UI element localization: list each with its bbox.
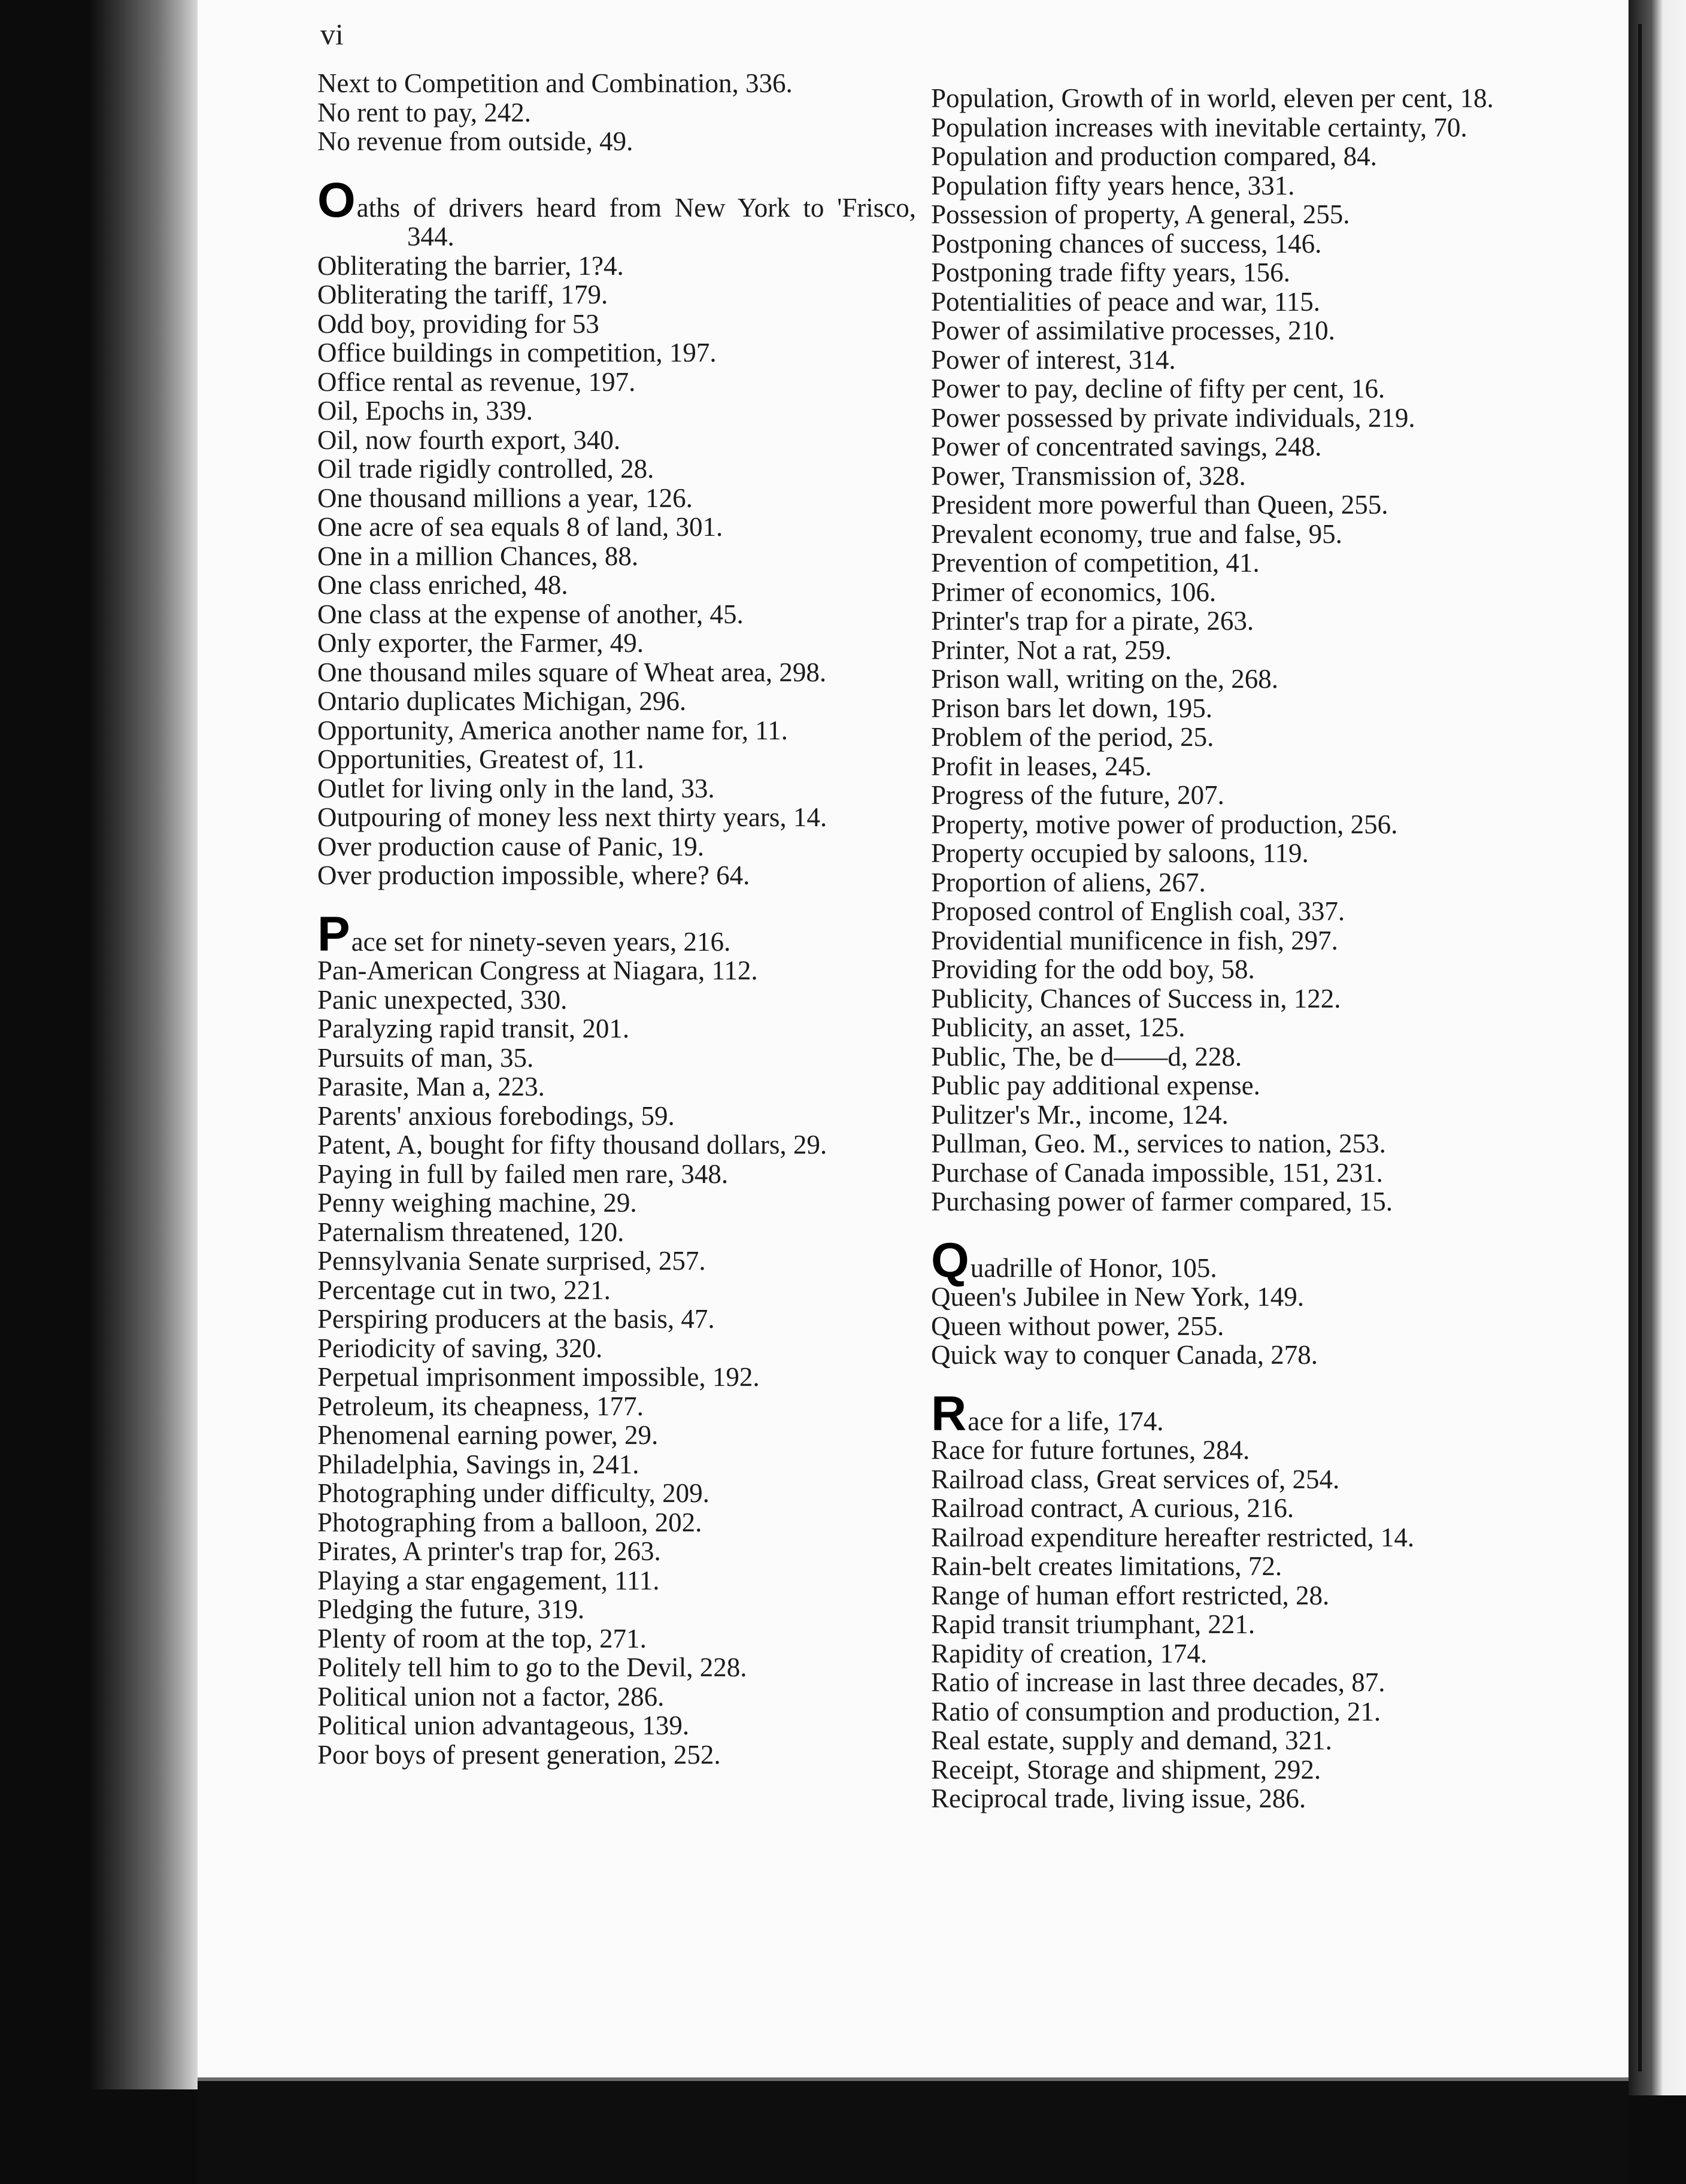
index-entry: [931, 1042, 1536, 1072]
index-entry-text: Publicity, Chances of Success in, 122.: [931, 983, 1341, 1014]
index-entry: [931, 84, 1536, 113]
index-entry: [317, 484, 916, 513]
section-initial-letter: R: [931, 1386, 967, 1441]
index-entry: [317, 454, 916, 484]
index-entry: [317, 832, 916, 862]
index-entry: [317, 956, 916, 985]
index-entry-text: Real estate, supply and demand, 321.: [931, 1725, 1332, 1755]
index-entry: [317, 1479, 916, 1508]
index-entry: [317, 1014, 916, 1044]
index-entry-text: No revenue from outside, 49.: [317, 126, 633, 156]
index-entry: [931, 926, 1536, 956]
index-entry-text: Pulitzer's Mr., income, 124.: [931, 1099, 1229, 1130]
index-entry: [931, 665, 1536, 694]
index-entry: [931, 1386, 1536, 1441]
index-entry-text: Power possessed by private individuals, 219.: [931, 402, 1415, 433]
index-entry: [931, 287, 1536, 317]
index-entry: [931, 520, 1536, 549]
index-entry-text: Problem of the period, 25.: [931, 722, 1214, 752]
index-entry: [931, 1465, 1536, 1494]
index-entry-text: Over production impossible, where? 64.: [317, 860, 750, 890]
index-entry-text: One class enriched, 48.: [317, 570, 568, 600]
index-entry: [317, 629, 916, 658]
index-entry-text: Opportunity, America another name for, 11.: [317, 715, 788, 745]
index-entry-text: Providing for the odd boy, 58.: [931, 954, 1255, 984]
index-entry: [931, 897, 1536, 926]
index-entry: [931, 1494, 1536, 1523]
index-entry-text: Office rental as revenue, 197.: [317, 366, 636, 397]
index-entry-text: Proportion of aliens, 267.: [931, 867, 1206, 897]
index-entry-text: Power of interest, 314.: [931, 344, 1176, 375]
index-entry: [317, 542, 916, 571]
index-entry-text: Population and production compared, 84.: [931, 141, 1377, 171]
index-entry-text: Postponing chances of success, 146.: [931, 228, 1322, 259]
index-entry: [317, 906, 916, 961]
page-edge-rule: [1638, 24, 1642, 2071]
index-entry: [931, 1187, 1536, 1217]
index-entry-text: Panic unexpected, 330.: [317, 984, 568, 1015]
index-entry: [931, 374, 1536, 404]
index-entry: [931, 1755, 1536, 1785]
index-entry: [931, 694, 1536, 723]
index-entry: [317, 1595, 916, 1624]
index-entry: [931, 1668, 1536, 1697]
index-entry: [317, 172, 916, 251]
index-entry: [931, 316, 1536, 345]
index-entry-text: Opportunities, Greatest of, 11.: [317, 744, 644, 774]
index-entry: [317, 1276, 916, 1305]
section-initial-letter: Q: [931, 1233, 969, 1288]
index-entry: [317, 600, 916, 629]
index-entry-text: Petroleum, its cheapness, 177.: [317, 1391, 644, 1421]
index-entry-text: Publicity, an asset, 125.: [931, 1012, 1185, 1042]
index-entry: [931, 1013, 1536, 1042]
index-entry: [931, 723, 1536, 752]
index-entry: [931, 229, 1536, 259]
index-entry-text: Parents' anxious forebodings, 59.: [317, 1100, 675, 1131]
index-entry-text: Over production cause of Panic, 19.: [317, 831, 705, 862]
index-entry-text: Percentage cut in two, 221.: [317, 1275, 611, 1305]
index-entry-text: Population, Growth of in world, eleven per cent, 18.: [931, 83, 1494, 113]
index-entry-text: Pullman, Geo. M., services to nation, 253.: [931, 1129, 1386, 1158]
section-gap: [931, 1370, 1536, 1401]
index-entry-text: Potentialities of peace and war, 115.: [931, 286, 1321, 317]
index-entry: [931, 142, 1536, 171]
index-entry-text: Playing a star engagement, 111.: [317, 1565, 660, 1595]
index-entry-text: Progress of the future, 207.: [931, 780, 1224, 810]
index-entry-text: Patent, A, bought for fifty thousand dollars, 29.: [317, 1130, 827, 1160]
section-gap: [931, 1217, 1536, 1248]
index-entry-text: Next to Competition and Combination, 336.: [317, 68, 793, 98]
index-entry: [931, 200, 1536, 229]
index-entry-text: uadrille of Honor, 105.: [970, 1252, 1217, 1283]
index-entry-text: Photographing under difficulty, 209.: [317, 1478, 709, 1508]
index-entry-text: Obliterating the tariff, 179.: [317, 280, 608, 310]
index-column-left: [317, 69, 916, 1769]
index-entry: [931, 1639, 1536, 1669]
index-entry: [317, 251, 916, 281]
index-entry-text: Perpetual imprisonment impossible, 192.: [317, 1362, 760, 1392]
index-entry: [931, 955, 1536, 984]
index-entry-text: Outpouring of money less next thirty years, 14.: [317, 802, 827, 832]
index-entry-text: Obliterating the barrier, 1?4.: [317, 250, 624, 281]
index-entry: [931, 1784, 1536, 1813]
index-entry: [317, 1682, 916, 1712]
index-entry-text: Property, motive power of production, 256.: [931, 809, 1398, 839]
index-entry: [931, 1581, 1536, 1610]
index-entry-text: Photographing from a balloon, 202.: [317, 1507, 702, 1537]
index-entry-text: Race for future fortunes, 284.: [931, 1435, 1250, 1465]
index-entry: [317, 1392, 916, 1421]
index-entry-text: Power to pay, decline of fifty per cent, 16.: [931, 374, 1385, 404]
index-entry-text: Printer's trap for a pirate, 263.: [931, 606, 1254, 636]
section-gap: [317, 156, 916, 187]
index-entry: [317, 1624, 916, 1654]
index-entry-text: aths of drivers heard from New York to 'Frisco, 344.: [356, 192, 916, 251]
index-column-right: [931, 84, 1536, 1813]
index-entry: [317, 1218, 916, 1247]
index-entry-text: ace for a life, 174.: [968, 1406, 1164, 1436]
index-entry: [931, 1282, 1536, 1312]
index-entry: [317, 1305, 916, 1334]
index-entry: [931, 1100, 1536, 1130]
index-entry: [317, 1334, 916, 1363]
index-entry: [931, 636, 1536, 665]
index-entry: [931, 404, 1536, 433]
index-entry-text: Power of assimilative processes, 210.: [931, 316, 1335, 345]
index-entry: [317, 426, 916, 455]
index-entry-text: Purchasing power of farmer compared, 15.: [931, 1187, 1393, 1217]
index-entry: [317, 280, 916, 310]
index-entry: [317, 745, 916, 774]
index-entry: [317, 1566, 916, 1595]
index-entry: [317, 69, 916, 98]
index-entry-text: Paternalism threatened, 120.: [317, 1217, 624, 1247]
index-entry: [931, 868, 1536, 897]
index-entry-text: Pan-American Congress at Niagara, 112.: [317, 956, 758, 985]
index-entry-text: Periodicity of saving, 320.: [317, 1333, 603, 1363]
index-entry: [931, 1523, 1536, 1552]
index-entry: [317, 1508, 916, 1537]
index-entry-text: Prison bars let down, 195.: [931, 693, 1212, 723]
index-entry-text: Only exporter, the Farmer, 49.: [317, 628, 644, 658]
index-entry: [931, 1071, 1536, 1100]
index-entry: [317, 368, 916, 397]
index-entry-text: Power, Transmission of, 328.: [931, 460, 1246, 491]
index-entry-text: Ontario duplicates Michigan, 296.: [317, 686, 687, 716]
index-entry-text: One acre of sea equals 8 of land, 301.: [317, 512, 723, 542]
index-entry: [317, 774, 916, 803]
index-entry-text: Paralyzing rapid transit, 201.: [317, 1014, 630, 1044]
index-entry-text: Proposed control of English coal, 337.: [931, 896, 1345, 926]
index-entry: [931, 752, 1536, 781]
index-entry-text: Queen without power, 255.: [931, 1311, 1224, 1341]
index-entry-text: Providential munificence in fish, 297.: [931, 925, 1338, 956]
index-entry-text: Profit in leases, 245.: [931, 751, 1152, 781]
index-entry-text: Population fifty years hence, 331.: [931, 170, 1295, 201]
index-entry-text: Population increases with inevitable certainty, 70.: [931, 112, 1467, 142]
index-entry: [317, 1537, 916, 1566]
book-binding: [90, 0, 198, 2089]
index-entry-text: Politely tell him to go to the Devil, 228.: [317, 1652, 747, 1682]
index-entry: [317, 571, 916, 600]
index-entry: [317, 1130, 916, 1160]
index-entry-text: Phenomenal earning power, 29.: [317, 1420, 659, 1450]
index-entry-text: Odd boy, providing for 53: [317, 308, 599, 339]
index-entry: [317, 396, 916, 426]
index-entry-text: Pledging the future, 319.: [317, 1594, 585, 1624]
index-entry-text: Railroad class, Great services of, 254.: [931, 1464, 1340, 1494]
index-entry-text: Quick way to conquer Canada, 278.: [931, 1340, 1318, 1370]
index-entry-text: Rapid transit triumphant, 221.: [931, 1609, 1256, 1639]
index-entry: [317, 512, 916, 542]
index-entry: [317, 1044, 916, 1073]
index-entry: [931, 1158, 1536, 1188]
index-entry: [931, 1610, 1536, 1639]
section-initial-letter: P: [317, 906, 350, 961]
index-entry-text: Queen's Jubilee in New York, 149.: [931, 1282, 1305, 1312]
index-entry: [931, 1312, 1536, 1341]
index-entry-text: Perspiring producers at the basis, 47.: [317, 1304, 715, 1334]
index-entry: [931, 984, 1536, 1014]
index-entry-text: Range of human effort restricted, 28.: [931, 1580, 1330, 1610]
index-entry-text: One in a million Chances, 88.: [317, 541, 639, 571]
index-entry-text: Pursuits of man, 35.: [317, 1042, 534, 1073]
index-entry: [317, 1160, 916, 1189]
index-entry: [931, 1340, 1536, 1370]
index-entry: [317, 127, 916, 156]
index-entry-text: Prevention of competition, 41.: [931, 548, 1260, 578]
index-entry-text: Possession of property, A general, 255.: [931, 199, 1350, 229]
index-entry: [931, 258, 1536, 287]
index-entry-text: Printer, Not a rat, 259.: [931, 635, 1172, 665]
index-entry-text: Rain-belt creates limitations, 72.: [931, 1551, 1282, 1581]
index-entry: [931, 578, 1536, 607]
index-entry-text: Railroad contract, A curious, 216.: [931, 1493, 1294, 1523]
index-entry: [317, 1188, 916, 1218]
index-entry-text: Office buildings in competition, 197.: [317, 338, 717, 368]
index-entry: [931, 1129, 1536, 1158]
index-entry: [931, 462, 1536, 491]
index-entry-text: No rent to pay, 242.: [317, 97, 532, 128]
index-entry: [317, 716, 916, 745]
index-entry-text: Power of concentrated savings, 248.: [931, 432, 1322, 462]
index-entry-text: Receipt, Storage and shipment, 292.: [931, 1754, 1321, 1785]
index-entry-text: One class at the expense of another, 45.: [317, 599, 744, 629]
index-entry: [317, 98, 916, 128]
index-entry: [931, 1726, 1536, 1755]
index-entry: [931, 781, 1536, 810]
index-entry: [317, 1740, 916, 1770]
index-entry: [317, 1450, 916, 1479]
scan-bottom-border: [198, 2081, 1629, 2184]
index-entry-text: Oil trade rigidly controlled, 28.: [317, 454, 654, 484]
index-entry-text: One thousand miles square of Wheat area, 298.: [317, 657, 827, 687]
index-entry: [317, 1246, 916, 1276]
index-entry-text: Public, The, be d——d, 228.: [931, 1041, 1242, 1072]
index-entry: [317, 1421, 916, 1450]
index-entry-text: Pennsylvania Senate surprised, 257.: [317, 1246, 706, 1276]
index-entry: [931, 490, 1536, 520]
index-entry-text: Outlet for living only in the land, 33.: [317, 773, 715, 803]
index-entry-text: Pirates, A printer's trap for, 263.: [317, 1536, 661, 1566]
index-entry: [931, 432, 1536, 462]
index-entry-text: ace set for ninety-seven years, 216.: [351, 926, 731, 957]
index-entry: [317, 1363, 916, 1392]
index-entry: [931, 810, 1536, 839]
index-entry-text: Railroad expenditure hereafter restricted, 14.: [931, 1522, 1415, 1552]
index-entry-text: Property occupied by saloons, 119.: [931, 838, 1309, 868]
index-entry: [931, 1697, 1536, 1727]
section-initial-letter: O: [317, 172, 356, 228]
page-number: vi: [320, 17, 344, 51]
index-entry-text: Plenty of room at the top, 271.: [317, 1623, 647, 1654]
index-entry: [317, 687, 916, 716]
index-entry: [317, 1072, 916, 1102]
index-entry-text: Parasite, Man a, 223.: [317, 1072, 545, 1102]
index-entry: [317, 1653, 916, 1682]
index-entry-text: Purchase of Canada impossible, 151, 231.: [931, 1157, 1383, 1188]
index-entry: [317, 803, 916, 832]
index-entry-text: Political union advantageous, 139.: [317, 1710, 690, 1740]
index-entry: [931, 113, 1536, 142]
index-entry-text: Philadelphia, Savings in, 241.: [317, 1449, 639, 1479]
facing-page-edge: [1629, 0, 1686, 2095]
index-entry: [317, 1102, 916, 1131]
index-entry-text: Rapidity of creation, 174.: [931, 1638, 1208, 1669]
index-entry-text: Reciprocal trade, living issue, 286.: [931, 1783, 1306, 1813]
index-entry-text: Penny weighing machine, 29.: [317, 1188, 637, 1218]
index-entry: [317, 658, 916, 687]
index-entry-text: Oil, now fourth export, 340.: [317, 424, 621, 455]
index-entry: [931, 171, 1536, 201]
index-entry-text: Paying in full by failed men rare, 348.: [317, 1158, 729, 1189]
index-entry-text: One thousand millions a year, 126.: [317, 483, 693, 513]
index-entry-text: President more powerful than Queen, 255.: [931, 490, 1388, 520]
index-entry-text: Prison wall, writing on the, 268.: [931, 664, 1278, 694]
index-entry-text: Postponing trade fifty years, 156.: [931, 257, 1290, 287]
index-entry-text: Prevalent economy, true and false, 95.: [931, 518, 1342, 549]
index-entry: [317, 985, 916, 1015]
index-entry: [931, 839, 1536, 868]
index-entry: [317, 861, 916, 890]
index-entry: [931, 345, 1536, 375]
section-gap: [317, 890, 916, 921]
index-entry-text: Poor boys of present generation, 252.: [317, 1739, 721, 1770]
index-entry: [931, 548, 1536, 578]
index-entry: [317, 1711, 916, 1740]
index-entry: [931, 1436, 1536, 1465]
index-entry-text: Ratio of increase in last three decades, 87.: [931, 1667, 1385, 1697]
index-entry: [317, 310, 916, 339]
index-entry-text: Public pay additional expense.: [931, 1070, 1260, 1100]
index-entry: [931, 1233, 1536, 1288]
index-entry: [317, 338, 916, 368]
index-entry: [931, 1552, 1536, 1581]
index-entry-text: Primer of economics, 106.: [931, 577, 1217, 607]
index-entry: [931, 606, 1536, 636]
index-entry-text: Ratio of consumption and production, 21.: [931, 1696, 1381, 1727]
index-entry-text: Political union not a factor, 286.: [317, 1681, 665, 1712]
index-entry-text: Oil, Epochs in, 339.: [317, 396, 533, 426]
